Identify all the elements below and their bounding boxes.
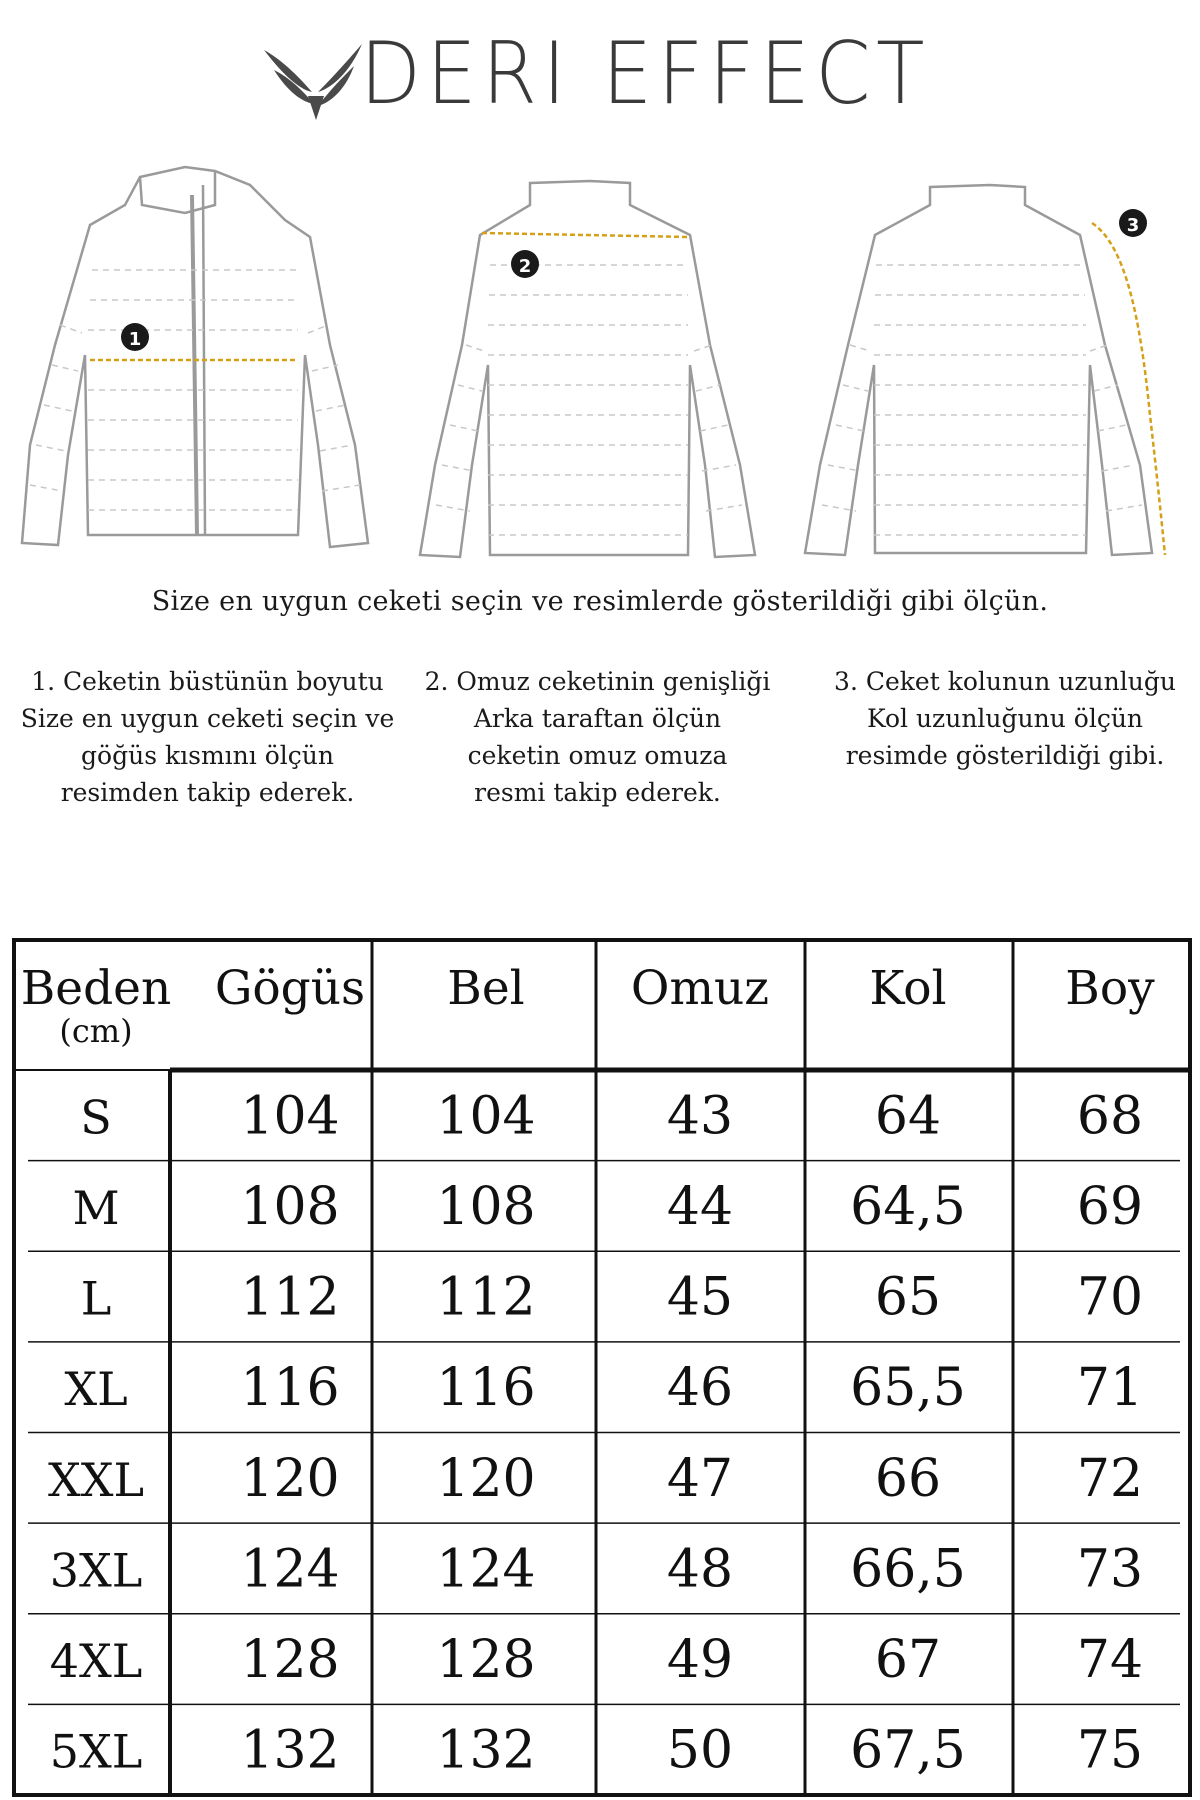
- measure-value-cell: 69: [1076, 1176, 1144, 1237]
- header-measure: Kol: [869, 961, 947, 1016]
- step-chest: [0, 663, 415, 811]
- eagle-wings-icon: [264, 44, 362, 120]
- size-label-cell: S: [80, 1090, 112, 1145]
- measure-value-cell: 116: [240, 1358, 340, 1419]
- shoulder-measure-line: [482, 233, 690, 237]
- marker-3-label: 3: [1126, 215, 1140, 236]
- measure-value-cell: 104: [240, 1086, 340, 1147]
- step-chest-line: 1. Ceketin büstünün boyutu: [31, 667, 384, 696]
- table-row: [72, 1177, 1143, 1237]
- size-label-cell: XXL: [47, 1452, 145, 1507]
- jacket-illustrations: [0, 165, 1200, 565]
- table-row: [64, 1358, 1143, 1418]
- measure-value-cell: 75: [1076, 1720, 1144, 1781]
- measure-value-cell: 68: [1076, 1086, 1144, 1147]
- header-measure: Omuz: [630, 961, 770, 1016]
- step-shoulder-line: 2. Omuz ceketinin genişliği: [424, 667, 771, 696]
- header-measure: Bel: [447, 961, 525, 1016]
- measure-value-cell: 74: [1076, 1630, 1144, 1691]
- measure-value-cell: 116: [436, 1358, 536, 1419]
- header-measure: Gögüs: [214, 961, 366, 1016]
- step-chest-line: Size en uygun ceketi seçin ve: [20, 704, 395, 733]
- measure-value-cell: 67: [874, 1630, 942, 1691]
- measure-value-cell: 128: [240, 1630, 340, 1691]
- measure-value-cell: 43: [666, 1086, 734, 1147]
- step-sleeve: [810, 663, 1200, 774]
- measure-value-cell: 112: [240, 1267, 340, 1328]
- table-header-row: [21, 961, 1155, 1050]
- measure-value-cell: 120: [436, 1448, 536, 1509]
- measure-value-cell: 47: [666, 1448, 734, 1509]
- measure-value-cell: 66,5: [850, 1539, 966, 1600]
- measure-value-cell: 128: [436, 1630, 536, 1691]
- measure-value-cell: 50: [666, 1720, 734, 1781]
- size-label-cell: L: [80, 1271, 112, 1326]
- marker-3-badge: [1119, 209, 1147, 237]
- table-row: [80, 1086, 1143, 1146]
- size-label-cell: 4XL: [49, 1634, 143, 1689]
- measure-value-cell: 73: [1076, 1539, 1144, 1600]
- marker-1-badge: [121, 323, 149, 351]
- table-row: [81, 1268, 1143, 1328]
- measure-value-cell: 64,5: [850, 1176, 966, 1237]
- measure-value-cell: 132: [240, 1720, 340, 1781]
- measure-value-cell: 124: [436, 1539, 536, 1600]
- measure-value-cell: 44: [666, 1176, 734, 1237]
- jacket-back-illustration: [420, 181, 755, 557]
- brand-name: DERI EFFECT: [360, 24, 930, 120]
- measure-value-cell: 64: [874, 1086, 942, 1147]
- measure-value-cell: 65: [874, 1267, 942, 1328]
- size-chart-table: [0, 930, 1200, 1800]
- step-chest-line: resimden takip ederek.: [60, 778, 355, 807]
- measure-value-cell: 132: [436, 1720, 536, 1781]
- step-chest-line: göğüs kısmını ölçün: [81, 741, 334, 770]
- measure-value-cell: 45: [666, 1267, 734, 1328]
- measure-value-cell: 46: [666, 1358, 734, 1419]
- measure-value-cell: 70: [1076, 1267, 1144, 1328]
- header-unit: (cm): [59, 1012, 133, 1050]
- measure-value-cell: 112: [436, 1267, 536, 1328]
- size-label-cell: XL: [64, 1362, 128, 1417]
- header-size: Beden: [20, 961, 172, 1016]
- brand-logo: [0, 20, 1200, 120]
- step-sleeve-line: 3. Ceket kolunun uzunluğu: [834, 667, 1176, 696]
- measure-value-cell: 67,5: [850, 1720, 966, 1781]
- step-shoulder: [415, 663, 780, 811]
- measure-value-cell: 120: [240, 1448, 340, 1509]
- sleeve-measure-line: [1092, 223, 1165, 555]
- step-shoulder-line: Arka taraftan ölçün: [473, 704, 722, 733]
- measure-value-cell: 65,5: [850, 1358, 966, 1419]
- step-sleeve-line: Kol uzunluğunu ölçün: [866, 704, 1144, 733]
- size-label-cell: M: [72, 1180, 120, 1235]
- jacket-front-illustration: [22, 167, 368, 547]
- intro-text: Size en uygun ceketi seçin ve resimlerde gösterildiği gibi ölçün.: [151, 586, 1049, 617]
- measure-value-cell: 72: [1076, 1448, 1144, 1509]
- measure-value-cell: 71: [1076, 1358, 1144, 1419]
- measure-value-cell: 108: [240, 1176, 340, 1237]
- measure-value-cell: 108: [436, 1176, 536, 1237]
- step-shoulder-line: ceketin omuz omuza: [467, 741, 728, 770]
- measure-value-cell: 104: [436, 1086, 536, 1147]
- jacket-sleeve-illustration: [805, 185, 1152, 555]
- measure-value-cell: 48: [666, 1539, 734, 1600]
- size-label-cell: 3XL: [49, 1543, 143, 1598]
- step-sleeve-line: resimde gösterildiği gibi.: [845, 741, 1165, 770]
- marker-2-badge: [511, 250, 539, 278]
- header-measure: Boy: [1065, 961, 1155, 1016]
- size-label-cell: 5XL: [49, 1724, 143, 1779]
- table-grid: [14, 940, 1190, 1795]
- marker-2-label: 2: [518, 256, 532, 277]
- step-shoulder-line: resmi takip ederek.: [474, 778, 721, 807]
- measure-value-cell: 124: [240, 1539, 340, 1600]
- measure-value-cell: 66: [874, 1448, 942, 1509]
- measure-value-cell: 49: [666, 1630, 734, 1691]
- marker-1-label: 1: [128, 329, 142, 350]
